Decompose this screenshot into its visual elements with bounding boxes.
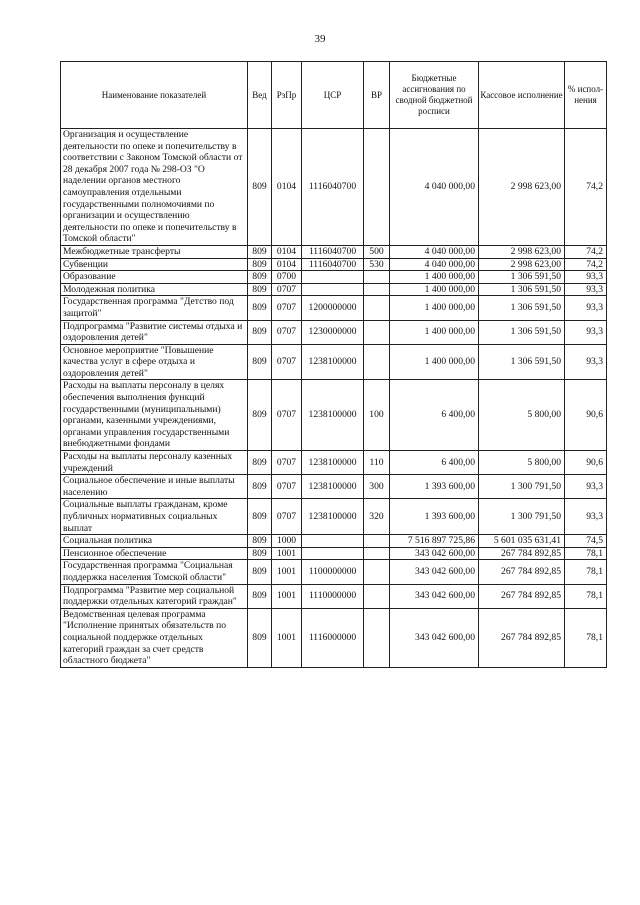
table-row bbox=[61, 129, 607, 246]
cell-csr: 1238100000 bbox=[302, 499, 364, 535]
cell-ved: 809 bbox=[248, 547, 272, 560]
cell-vr bbox=[364, 535, 390, 548]
cell-cash: 5 800,00 bbox=[479, 451, 565, 475]
table-row bbox=[61, 560, 607, 584]
cell-percent: 93,3 bbox=[565, 271, 607, 284]
cell-vr: 110 bbox=[364, 451, 390, 475]
cell-vr: 300 bbox=[364, 475, 390, 499]
table-row bbox=[61, 499, 607, 535]
table-row bbox=[61, 535, 607, 548]
cell-percent: 78,1 bbox=[565, 584, 607, 608]
cell-percent: 78,1 bbox=[565, 608, 607, 667]
cell-cash: 267 784 892,85 bbox=[479, 560, 565, 584]
cell-cash: 1 300 791,50 bbox=[479, 475, 565, 499]
cell-cash: 1 306 591,50 bbox=[479, 283, 565, 296]
cell-name: Основное мероприятие "Повышение качества услуг в сфере отдыха и оздоровления детей" bbox=[61, 344, 248, 380]
table-row bbox=[61, 547, 607, 560]
cell-cash: 2 998 623,00 bbox=[479, 245, 565, 258]
header-budget: Бюджетные ассигнования по сводной бюджетной росписи bbox=[390, 62, 479, 129]
cell-name: Социальное обеспечение и иные выплаты населению bbox=[61, 475, 248, 499]
cell-budget: 343 042 600,00 bbox=[390, 608, 479, 667]
cell-ved: 809 bbox=[248, 560, 272, 584]
cell-percent: 78,1 bbox=[565, 560, 607, 584]
cell-csr: 1116000000 bbox=[302, 608, 364, 667]
cell-csr: 1230000000 bbox=[302, 320, 364, 344]
cell-name: Подпрограмма "Развитие системы отдыха и оздоровления детей" bbox=[61, 320, 248, 344]
cell-rzpr: 1001 bbox=[272, 560, 302, 584]
cell-cash: 1 306 591,50 bbox=[479, 271, 565, 284]
cell-name: Ведомственная целевая программа "Исполнение принятых обязательств по социальной поддержке отдельных категорий граждан за счет средств областного бюджета" bbox=[61, 608, 248, 667]
table-row bbox=[61, 608, 607, 667]
cell-rzpr: 1001 bbox=[272, 584, 302, 608]
cell-vr bbox=[364, 584, 390, 608]
cell-cash: 1 306 591,50 bbox=[479, 296, 565, 320]
cell-rzpr: 0707 bbox=[272, 499, 302, 535]
cell-budget: 1 400 000,00 bbox=[390, 296, 479, 320]
cell-vr: 530 bbox=[364, 258, 390, 271]
cell-csr: 1238100000 bbox=[302, 380, 364, 451]
cell-name: Организация и осуществление деятельности по опеке и попечительству в соответствии с Законом Томской области от 28 декабря 2007 года № 298-ОЗ "О наделении органов местного самоуправления отдельными государственными полномочиями по организации и осуществлению деятельности по опеке и попечительству в Томской области" bbox=[61, 129, 248, 246]
cell-csr: 1116040700 bbox=[302, 129, 364, 246]
cell-cash: 1 306 591,50 bbox=[479, 320, 565, 344]
cell-budget: 1 393 600,00 bbox=[390, 475, 479, 499]
cell-percent: 74,2 bbox=[565, 129, 607, 246]
header-csr: ЦСР bbox=[302, 62, 364, 129]
cell-percent: 74,2 bbox=[565, 258, 607, 271]
cell-budget: 4 040 000,00 bbox=[390, 129, 479, 246]
cell-name: Государственная программа "Социальная поддержка населения Томской области" bbox=[61, 560, 248, 584]
table-row bbox=[61, 320, 607, 344]
cell-ved: 809 bbox=[248, 451, 272, 475]
cell-csr bbox=[302, 283, 364, 296]
cell-csr: 1100000000 bbox=[302, 560, 364, 584]
cell-vr bbox=[364, 608, 390, 667]
cell-name: Социальная политика bbox=[61, 535, 248, 548]
cell-name: Образование bbox=[61, 271, 248, 284]
cell-rzpr: 0707 bbox=[272, 344, 302, 380]
cell-cash: 2 998 623,00 bbox=[479, 258, 565, 271]
cell-cash: 1 300 791,50 bbox=[479, 499, 565, 535]
cell-cash: 267 784 892,85 bbox=[479, 547, 565, 560]
cell-ved: 809 bbox=[248, 245, 272, 258]
cell-csr: 1238100000 bbox=[302, 344, 364, 380]
cell-rzpr: 0104 bbox=[272, 129, 302, 246]
cell-ved: 809 bbox=[248, 129, 272, 246]
cell-csr: 1238100000 bbox=[302, 451, 364, 475]
cell-csr bbox=[302, 535, 364, 548]
cell-vr bbox=[364, 547, 390, 560]
cell-name: Расходы на выплаты персоналу казенных учреждений bbox=[61, 451, 248, 475]
cell-name: Расходы на выплаты персоналу в целях обеспечения выполнения функций государственными (муниципальными) органами, казенными учреждениями, органами управления государственными внебюджетными фондами bbox=[61, 380, 248, 451]
table-row bbox=[61, 271, 607, 284]
cell-budget: 1 400 000,00 bbox=[390, 271, 479, 284]
cell-vr: 100 bbox=[364, 380, 390, 451]
cell-rzpr: 0707 bbox=[272, 283, 302, 296]
cell-cash: 1 306 591,50 bbox=[479, 344, 565, 380]
cell-csr bbox=[302, 271, 364, 284]
cell-name: Межбюджетные трансферты bbox=[61, 245, 248, 258]
cell-rzpr: 1000 bbox=[272, 535, 302, 548]
cell-percent: 78,1 bbox=[565, 547, 607, 560]
cell-percent: 93,3 bbox=[565, 475, 607, 499]
cell-rzpr: 1001 bbox=[272, 547, 302, 560]
cell-percent: 93,3 bbox=[565, 344, 607, 380]
cell-name: Государственная программа "Детство под защитой" bbox=[61, 296, 248, 320]
header-name: Наименование показателей bbox=[61, 62, 248, 129]
table-row bbox=[61, 584, 607, 608]
budget-table bbox=[60, 61, 607, 668]
cell-ved: 809 bbox=[248, 535, 272, 548]
table-row bbox=[61, 380, 607, 451]
cell-percent: 93,3 bbox=[565, 499, 607, 535]
cell-budget: 6 400,00 bbox=[390, 451, 479, 475]
cell-csr: 1110000000 bbox=[302, 584, 364, 608]
cell-percent: 93,3 bbox=[565, 283, 607, 296]
cell-vr bbox=[364, 129, 390, 246]
cell-budget: 343 042 600,00 bbox=[390, 584, 479, 608]
cell-ved: 809 bbox=[248, 499, 272, 535]
cell-percent: 93,3 bbox=[565, 320, 607, 344]
cell-rzpr: 0700 bbox=[272, 271, 302, 284]
cell-budget: 6 400,00 bbox=[390, 380, 479, 451]
cell-rzpr: 0707 bbox=[272, 320, 302, 344]
cell-percent: 74,5 bbox=[565, 535, 607, 548]
cell-cash: 2 998 623,00 bbox=[479, 129, 565, 246]
cell-csr: 1238100000 bbox=[302, 475, 364, 499]
cell-csr: 1200000000 bbox=[302, 296, 364, 320]
cell-budget: 343 042 600,00 bbox=[390, 560, 479, 584]
page-number: 39 bbox=[314, 33, 326, 45]
cell-vr: 500 bbox=[364, 245, 390, 258]
cell-cash: 267 784 892,85 bbox=[479, 608, 565, 667]
cell-vr bbox=[364, 271, 390, 284]
cell-ved: 809 bbox=[248, 584, 272, 608]
cell-ved: 809 bbox=[248, 258, 272, 271]
table-header-row bbox=[61, 62, 607, 129]
header-percent: % испол-нения bbox=[565, 62, 607, 129]
cell-budget: 1 400 000,00 bbox=[390, 283, 479, 296]
cell-cash: 5 800,00 bbox=[479, 380, 565, 451]
cell-ved: 809 bbox=[248, 283, 272, 296]
cell-rzpr: 0707 bbox=[272, 451, 302, 475]
cell-budget: 7 516 897 725,86 bbox=[390, 535, 479, 548]
cell-name: Субвенции bbox=[61, 258, 248, 271]
table-row bbox=[61, 475, 607, 499]
cell-budget: 1 400 000,00 bbox=[390, 320, 479, 344]
cell-rzpr: 0707 bbox=[272, 380, 302, 451]
cell-percent: 74,2 bbox=[565, 245, 607, 258]
table-row bbox=[61, 258, 607, 271]
header-cash: Кассовое исполнение bbox=[479, 62, 565, 129]
cell-vr bbox=[364, 320, 390, 344]
cell-rzpr: 0104 bbox=[272, 245, 302, 258]
cell-budget: 343 042 600,00 bbox=[390, 547, 479, 560]
cell-vr: 320 bbox=[364, 499, 390, 535]
cell-name: Молодежная политика bbox=[61, 283, 248, 296]
cell-budget: 1 393 600,00 bbox=[390, 499, 479, 535]
cell-rzpr: 1001 bbox=[272, 608, 302, 667]
header-rzpr: РзПр bbox=[272, 62, 302, 129]
cell-name: Социальные выплаты гражданам, кроме публичных нормативных социальных выплат bbox=[61, 499, 248, 535]
cell-percent: 90,6 bbox=[565, 451, 607, 475]
table-row bbox=[61, 245, 607, 258]
cell-vr bbox=[364, 560, 390, 584]
table-row bbox=[61, 344, 607, 380]
cell-rzpr: 0104 bbox=[272, 258, 302, 271]
table-row bbox=[61, 451, 607, 475]
cell-cash: 5 601 035 631,41 bbox=[479, 535, 565, 548]
cell-vr bbox=[364, 283, 390, 296]
cell-rzpr: 0707 bbox=[272, 475, 302, 499]
header-vr: ВР bbox=[364, 62, 390, 129]
cell-ved: 809 bbox=[248, 320, 272, 344]
cell-ved: 809 bbox=[248, 475, 272, 499]
cell-cash: 267 784 892,85 bbox=[479, 584, 565, 608]
cell-name: Пенсионное обеспечение bbox=[61, 547, 248, 560]
cell-budget: 1 400 000,00 bbox=[390, 344, 479, 380]
cell-rzpr: 0707 bbox=[272, 296, 302, 320]
cell-budget: 4 040 000,00 bbox=[390, 245, 479, 258]
cell-vr bbox=[364, 296, 390, 320]
cell-budget: 4 040 000,00 bbox=[390, 258, 479, 271]
cell-percent: 90,6 bbox=[565, 380, 607, 451]
cell-ved: 809 bbox=[248, 344, 272, 380]
cell-csr: 1116040700 bbox=[302, 258, 364, 271]
table-row bbox=[61, 283, 607, 296]
cell-name: Подпрограмма "Развитие мер социальной поддержки отдельных категорий граждан" bbox=[61, 584, 248, 608]
cell-ved: 809 bbox=[248, 271, 272, 284]
cell-percent: 93,3 bbox=[565, 296, 607, 320]
table-row bbox=[61, 296, 607, 320]
cell-ved: 809 bbox=[248, 608, 272, 667]
cell-ved: 809 bbox=[248, 380, 272, 451]
cell-ved: 809 bbox=[248, 296, 272, 320]
cell-csr bbox=[302, 547, 364, 560]
header-ved: Вед bbox=[248, 62, 272, 129]
cell-csr: 1116040700 bbox=[302, 245, 364, 258]
cell-vr bbox=[364, 344, 390, 380]
